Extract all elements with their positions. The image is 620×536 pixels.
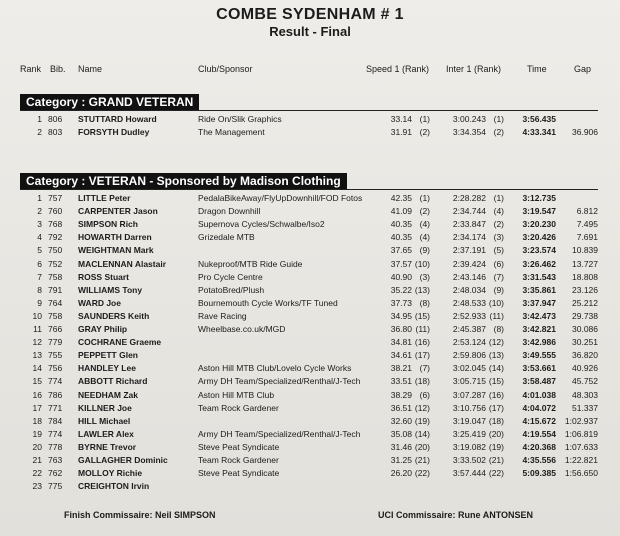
row-bib: 775 bbox=[48, 481, 63, 492]
row-club: Rave Racing bbox=[198, 310, 247, 321]
uci-commissaire: UCI Commissaire: Rune ANTONSEN bbox=[378, 510, 534, 520]
row-club: The Management bbox=[198, 127, 265, 137]
row-name: KILLNER Joe bbox=[78, 402, 132, 413]
row-rank: 13 bbox=[32, 350, 42, 361]
row-rank: 5 bbox=[37, 245, 42, 256]
row-name: WEIGHTMAN Mark bbox=[78, 245, 154, 256]
table-row bbox=[0, 376, 620, 389]
row-inter-rank: (22) bbox=[488, 468, 504, 479]
row-gap: 1:02.937 bbox=[564, 415, 598, 426]
row-speed-rank: (19) bbox=[414, 415, 430, 426]
row-club: Dragon Downhill bbox=[198, 206, 261, 217]
row-bib: 762 bbox=[48, 468, 63, 479]
row-rank: 19 bbox=[32, 428, 42, 439]
row-inter-rank: (10) bbox=[488, 297, 504, 308]
row-speed: 41.09 bbox=[390, 206, 412, 217]
row-rank: 23 bbox=[32, 481, 42, 492]
row-time: 3:12.735 bbox=[522, 193, 556, 203]
header-gap: Gap bbox=[574, 64, 592, 74]
row-inter: 3:19.082 bbox=[452, 441, 486, 452]
row-name: WARD Joe bbox=[78, 297, 121, 308]
row-inter-rank: (7) bbox=[493, 271, 504, 282]
row-inter: 2:33.847 bbox=[452, 219, 486, 230]
row-bib: 774 bbox=[48, 428, 63, 439]
row-bib: 766 bbox=[48, 324, 63, 334]
row-speed: 33.14 bbox=[390, 114, 412, 124]
row-speed: 38.21 bbox=[390, 363, 412, 374]
row-gap: 36.906 bbox=[572, 127, 598, 137]
row-inter: 3:02.045 bbox=[452, 363, 486, 374]
row-gap: 6.812 bbox=[576, 206, 598, 217]
row-club: PedalaBikeAway/FlyUpDownhill/FOD Fotos bbox=[198, 193, 363, 203]
header-inter: Inter 1 (Rank) bbox=[446, 64, 502, 74]
row-inter-rank: (18) bbox=[488, 415, 504, 426]
row-name: LAWLER Alex bbox=[78, 428, 134, 439]
header-bib: Bib. bbox=[50, 64, 66, 74]
row-rank: 9 bbox=[37, 297, 42, 308]
row-club: Aston Hill MTB Club bbox=[198, 389, 275, 400]
row-rank: 1 bbox=[37, 114, 42, 124]
row-speed-rank: (15) bbox=[414, 310, 430, 321]
table-row bbox=[0, 259, 620, 272]
row-gap: 30.086 bbox=[572, 324, 598, 334]
row-name: CREIGHTON Irvin bbox=[78, 481, 150, 492]
row-bib: 755 bbox=[48, 350, 63, 361]
row-inter: 3:19.047 bbox=[452, 415, 486, 426]
row-gap: 25.212 bbox=[572, 297, 598, 308]
row-gap: 7.691 bbox=[576, 232, 598, 243]
row-inter: 3:34.354 bbox=[452, 127, 486, 137]
table-row bbox=[0, 193, 620, 206]
row-bib: 756 bbox=[48, 363, 63, 374]
row-inter-rank: (6) bbox=[493, 258, 504, 269]
row-rank: 3 bbox=[37, 219, 42, 230]
row-speed-rank: (10) bbox=[414, 258, 430, 269]
row-speed: 37.57 bbox=[390, 258, 412, 269]
row-inter-rank: (20) bbox=[488, 428, 504, 439]
row-speed-rank: (14) bbox=[414, 428, 430, 439]
row-speed: 26.20 bbox=[390, 468, 412, 479]
row-time: 3:53.661 bbox=[522, 363, 556, 374]
row-speed-rank: (4) bbox=[419, 219, 430, 230]
row-club: Ride On/Slik Graphics bbox=[198, 114, 282, 124]
row-gap: 13.727 bbox=[572, 258, 598, 269]
row-inter: 3:57.444 bbox=[452, 468, 486, 479]
row-speed: 35.22 bbox=[390, 284, 412, 295]
row-rank: 11 bbox=[33, 324, 42, 334]
row-speed: 34.81 bbox=[390, 337, 412, 348]
row-inter-rank: (11) bbox=[489, 310, 504, 321]
table-row bbox=[0, 324, 620, 337]
row-inter: 2:52.933 bbox=[452, 310, 486, 321]
row-inter-rank: (14) bbox=[488, 363, 504, 374]
row-speed: 36.51 bbox=[390, 402, 412, 413]
row-time: 3:56.435 bbox=[522, 114, 556, 124]
row-name: GRAY Philip bbox=[78, 324, 128, 334]
row-speed-rank: (13) bbox=[414, 284, 430, 295]
category-divider bbox=[20, 110, 598, 111]
row-speed-rank: (7) bbox=[419, 363, 430, 374]
row-club: PotatoBred/Plush bbox=[198, 284, 265, 295]
table-row bbox=[0, 311, 620, 324]
row-gap: 45.752 bbox=[572, 376, 598, 387]
row-time: 3:42.986 bbox=[522, 337, 556, 348]
row-time: 4:15.672 bbox=[522, 415, 556, 426]
row-speed-rank: (1) bbox=[419, 193, 430, 203]
row-time: 4:04.072 bbox=[522, 402, 556, 413]
row-inter: 3:33.502 bbox=[452, 455, 486, 465]
row-time: 4:19.554 bbox=[522, 428, 556, 439]
row-gap: 23.126 bbox=[572, 284, 598, 295]
row-name: ROSS Stuart bbox=[78, 271, 130, 282]
row-gap: 7.495 bbox=[576, 219, 598, 230]
row-speed: 36.80 bbox=[390, 324, 412, 334]
row-name: NEEDHAM Zak bbox=[78, 389, 138, 400]
row-name: SIMPSON Rich bbox=[78, 219, 138, 230]
table-row bbox=[0, 429, 620, 442]
row-gap: 1:06.819 bbox=[564, 428, 598, 439]
row-club: Wheelbase.co.uk/MGD bbox=[198, 324, 286, 334]
table-row bbox=[0, 403, 620, 416]
row-time: 3:19.547 bbox=[522, 206, 556, 217]
row-bib: 778 bbox=[48, 441, 63, 452]
row-bib: 764 bbox=[48, 297, 63, 308]
row-gap: 29.738 bbox=[572, 310, 598, 321]
row-time: 3:26.462 bbox=[522, 258, 556, 269]
row-speed-rank: (2) bbox=[419, 206, 430, 217]
row-inter: 2:59.806 bbox=[452, 350, 486, 361]
row-club: Team Rock Gardener bbox=[198, 455, 279, 465]
header-club: Club/Sponsor bbox=[198, 64, 253, 74]
row-rank: 12 bbox=[32, 337, 42, 348]
row-speed: 42.35 bbox=[390, 193, 412, 203]
row-speed: 37.65 bbox=[390, 245, 412, 256]
row-time: 4:20.368 bbox=[522, 441, 556, 452]
row-gap: 18.808 bbox=[572, 271, 598, 282]
row-inter-rank: (9) bbox=[493, 284, 504, 295]
row-speed-rank: (20) bbox=[414, 441, 430, 452]
row-time: 3:20.230 bbox=[522, 219, 556, 230]
category-divider bbox=[20, 189, 598, 190]
row-gap: 40.926 bbox=[572, 363, 598, 374]
row-rank: 1 bbox=[37, 193, 42, 203]
row-club: Pro Cycle Centre bbox=[198, 271, 263, 282]
table-row bbox=[0, 245, 620, 258]
row-speed: 33.51 bbox=[390, 376, 412, 387]
row-bib: 757 bbox=[48, 193, 63, 203]
row-rank: 22 bbox=[32, 468, 42, 479]
row-name: CARPENTER Jason bbox=[78, 206, 158, 217]
row-rank: 18 bbox=[32, 415, 42, 426]
row-rank: 7 bbox=[37, 271, 42, 282]
row-inter-rank: (19) bbox=[488, 441, 504, 452]
row-bib: 752 bbox=[48, 258, 63, 269]
row-bib: 758 bbox=[48, 310, 63, 321]
row-speed: 40.90 bbox=[390, 271, 412, 282]
row-speed: 31.91 bbox=[390, 127, 412, 137]
row-name: STUTTARD Howard bbox=[78, 114, 157, 124]
row-rank: 16 bbox=[32, 389, 42, 400]
row-name: HOWARTH Darren bbox=[78, 232, 152, 243]
row-speed-rank: (18) bbox=[414, 376, 430, 387]
row-bib: 779 bbox=[48, 337, 63, 348]
row-inter: 2:34.174 bbox=[452, 232, 486, 243]
row-inter: 2:43.146 bbox=[452, 271, 486, 282]
table-row bbox=[0, 206, 620, 219]
table-row bbox=[0, 232, 620, 245]
row-time: 4:33.341 bbox=[522, 127, 556, 137]
row-inter: 3:05.715 bbox=[452, 376, 486, 387]
row-name: SAUNDERS Keith bbox=[78, 310, 150, 321]
row-rank: 2 bbox=[37, 206, 42, 217]
row-speed-rank: (12) bbox=[414, 402, 430, 413]
row-inter-rank: (5) bbox=[493, 245, 504, 256]
row-inter: 3:07.287 bbox=[452, 389, 486, 400]
row-inter-rank: (12) bbox=[488, 337, 504, 348]
row-club: Bournemouth Cycle Works/TF Tuned bbox=[198, 297, 338, 308]
row-speed-rank: (17) bbox=[414, 350, 430, 361]
row-club: Steve Peat Syndicate bbox=[198, 468, 280, 479]
row-speed-rank: (22) bbox=[414, 468, 430, 479]
row-bib: 774 bbox=[48, 376, 63, 387]
table-row bbox=[0, 350, 620, 363]
row-speed-rank: (2) bbox=[419, 127, 430, 137]
row-speed: 31.25 bbox=[390, 455, 412, 465]
row-name: COCHRANE Graeme bbox=[78, 337, 162, 348]
category-label: Category : VETERAN - Sponsored by Madison Clothing bbox=[20, 173, 347, 189]
row-inter-rank: (15) bbox=[488, 376, 504, 387]
row-inter: 2:34.744 bbox=[452, 206, 486, 217]
row-inter: 2:28.282 bbox=[452, 193, 486, 203]
row-name: HANDLEY Lee bbox=[78, 363, 136, 374]
row-speed-rank: (4) bbox=[419, 232, 430, 243]
row-bib: 750 bbox=[48, 245, 63, 256]
row-rank: 10 bbox=[32, 310, 42, 321]
page-subtitle: Result - Final bbox=[269, 24, 351, 39]
row-inter-rank: (1) bbox=[493, 193, 504, 203]
row-inter: 3:10.756 bbox=[452, 402, 486, 413]
row-bib: 768 bbox=[48, 219, 63, 230]
table-row bbox=[0, 416, 620, 429]
row-time: 3:42.821 bbox=[522, 324, 556, 334]
row-gap: 1:07.633 bbox=[564, 441, 598, 452]
header-name: Name bbox=[78, 64, 103, 74]
row-inter: 2:39.424 bbox=[452, 258, 486, 269]
row-speed: 35.08 bbox=[390, 428, 412, 439]
row-name: ABBOTT Richard bbox=[78, 376, 148, 387]
row-gap: 10.839 bbox=[572, 245, 598, 256]
finish-commissaire: Finish Commissaire: Neil SIMPSON bbox=[64, 510, 216, 520]
row-inter-rank: (17) bbox=[488, 402, 504, 413]
row-club: Army DH Team/Specialized/Renthal/J-Tech bbox=[198, 376, 361, 387]
header-time: Time bbox=[527, 64, 547, 74]
row-time: 5:09.385 bbox=[522, 468, 556, 479]
row-speed: 40.35 bbox=[390, 232, 412, 243]
header-rank: Rank bbox=[20, 64, 42, 74]
row-name: MOLLOY Richie bbox=[78, 468, 143, 479]
table-row bbox=[0, 219, 620, 232]
row-speed: 38.29 bbox=[390, 389, 412, 400]
row-speed-rank: (1) bbox=[419, 114, 430, 124]
row-speed-rank: (21) bbox=[414, 455, 430, 465]
row-gap: 51.337 bbox=[572, 402, 598, 413]
row-time: 3:35.861 bbox=[522, 284, 556, 295]
row-inter: 2:45.387 bbox=[452, 324, 486, 334]
row-gap: 1:56.650 bbox=[564, 468, 598, 479]
row-speed: 31.46 bbox=[390, 441, 412, 452]
table-row bbox=[0, 455, 620, 468]
row-bib: 784 bbox=[48, 415, 63, 426]
row-bib: 786 bbox=[48, 389, 63, 400]
row-time: 3:23.574 bbox=[522, 245, 556, 256]
row-rank: 2 bbox=[37, 127, 42, 137]
row-name: FORSYTH Dudley bbox=[78, 127, 150, 137]
row-time: 3:42.473 bbox=[522, 310, 556, 321]
row-rank: 15 bbox=[32, 376, 42, 387]
row-speed-rank: (11) bbox=[415, 324, 430, 334]
row-inter: 2:48.533 bbox=[452, 297, 486, 308]
row-time: 4:35.556 bbox=[522, 455, 556, 465]
row-rank: 8 bbox=[37, 284, 42, 295]
row-inter-rank: (3) bbox=[493, 232, 504, 243]
row-inter-rank: (2) bbox=[493, 219, 504, 230]
row-gap: 30.251 bbox=[572, 337, 598, 348]
row-rank: 14 bbox=[32, 363, 42, 374]
row-speed-rank: (9) bbox=[419, 245, 430, 256]
table-row bbox=[0, 468, 620, 481]
row-club: Aston Hill MTB Club/Lovelo Cycle Works bbox=[198, 363, 352, 374]
row-speed-rank: (6) bbox=[419, 389, 430, 400]
row-inter: 2:53.124 bbox=[452, 337, 486, 348]
category-label: Category : GRAND VETERAN bbox=[20, 94, 199, 110]
row-speed: 40.35 bbox=[390, 219, 412, 230]
row-time: 3:49.555 bbox=[522, 350, 556, 361]
row-speed: 34.61 bbox=[390, 350, 412, 361]
row-inter-rank: (13) bbox=[488, 350, 504, 361]
row-time: 3:58.487 bbox=[522, 376, 556, 387]
row-bib: 771 bbox=[48, 402, 63, 413]
row-speed-rank: (16) bbox=[414, 337, 430, 348]
row-inter-rank: (1) bbox=[493, 114, 504, 124]
row-bib: 792 bbox=[48, 232, 63, 243]
row-time: 3:20.426 bbox=[522, 232, 556, 243]
row-gap: 48.303 bbox=[572, 389, 598, 400]
row-rank: 20 bbox=[32, 441, 42, 452]
row-time: 3:31.543 bbox=[522, 271, 556, 282]
row-inter-rank: (4) bbox=[493, 206, 504, 217]
row-bib: 760 bbox=[48, 206, 63, 217]
row-time: 3:37.947 bbox=[522, 297, 556, 308]
row-bib: 763 bbox=[48, 455, 63, 465]
row-bib: 791 bbox=[48, 284, 63, 295]
page-title: COMBE SYDENHAM # 1 bbox=[216, 6, 404, 23]
header-speed: Speed 1 (Rank) bbox=[366, 64, 430, 74]
row-speed: 34.95 bbox=[390, 310, 412, 321]
row-speed-rank: (8) bbox=[419, 297, 430, 308]
row-inter: 3:00.243 bbox=[452, 114, 486, 124]
table-row bbox=[0, 127, 620, 140]
row-inter: 2:37.191 bbox=[452, 245, 486, 256]
row-bib: 803 bbox=[48, 127, 63, 137]
row-inter: 3:25.419 bbox=[452, 428, 486, 439]
row-time: 4:01.038 bbox=[522, 389, 556, 400]
row-name: LITTLE Peter bbox=[78, 193, 131, 203]
row-bib: 806 bbox=[48, 114, 63, 124]
row-speed-rank: (3) bbox=[419, 271, 430, 282]
row-club: Army DH Team/Specialized/Renthal/J-Tech bbox=[198, 428, 361, 439]
row-inter-rank: (21) bbox=[488, 455, 504, 465]
row-club: Team Rock Gardener bbox=[198, 402, 279, 413]
row-rank: 6 bbox=[37, 258, 42, 269]
row-name: PEPPETT Glen bbox=[78, 350, 138, 361]
row-club: Grizedale MTB bbox=[198, 232, 255, 243]
row-speed: 32.60 bbox=[390, 415, 412, 426]
row-inter-rank: (16) bbox=[488, 389, 504, 400]
row-name: BYRNE Trevor bbox=[78, 441, 137, 452]
table-row bbox=[0, 114, 620, 127]
row-inter-rank: (8) bbox=[493, 324, 504, 334]
row-rank: 4 bbox=[37, 232, 42, 243]
table-row bbox=[0, 363, 620, 376]
row-inter-rank: (2) bbox=[493, 127, 504, 137]
row-bib: 758 bbox=[48, 271, 63, 282]
row-club: Nukeproof/MTB Ride Guide bbox=[198, 258, 303, 269]
table-row bbox=[0, 442, 620, 455]
table-row bbox=[0, 298, 620, 311]
row-name: WILLIAMS Tony bbox=[78, 284, 143, 295]
row-rank: 21 bbox=[32, 455, 42, 465]
table-row bbox=[0, 272, 620, 285]
row-speed: 37.73 bbox=[390, 297, 412, 308]
row-name: MACLENNAN Alastair bbox=[78, 258, 167, 269]
table-row bbox=[0, 390, 620, 403]
table-row bbox=[0, 481, 620, 494]
row-rank: 17 bbox=[32, 402, 42, 413]
table-row bbox=[0, 337, 620, 350]
row-club: Supernova Cycles/Schwalbe/Iso2 bbox=[198, 219, 325, 230]
row-name: HILL Michael bbox=[78, 415, 131, 426]
row-name: GALLAGHER Dominic bbox=[78, 455, 168, 465]
row-gap: 36.820 bbox=[572, 350, 598, 361]
table-row bbox=[0, 285, 620, 298]
row-club: Steve Peat Syndicate bbox=[198, 441, 280, 452]
row-gap: 1:22.821 bbox=[564, 455, 598, 465]
row-inter: 2:48.034 bbox=[452, 284, 486, 295]
